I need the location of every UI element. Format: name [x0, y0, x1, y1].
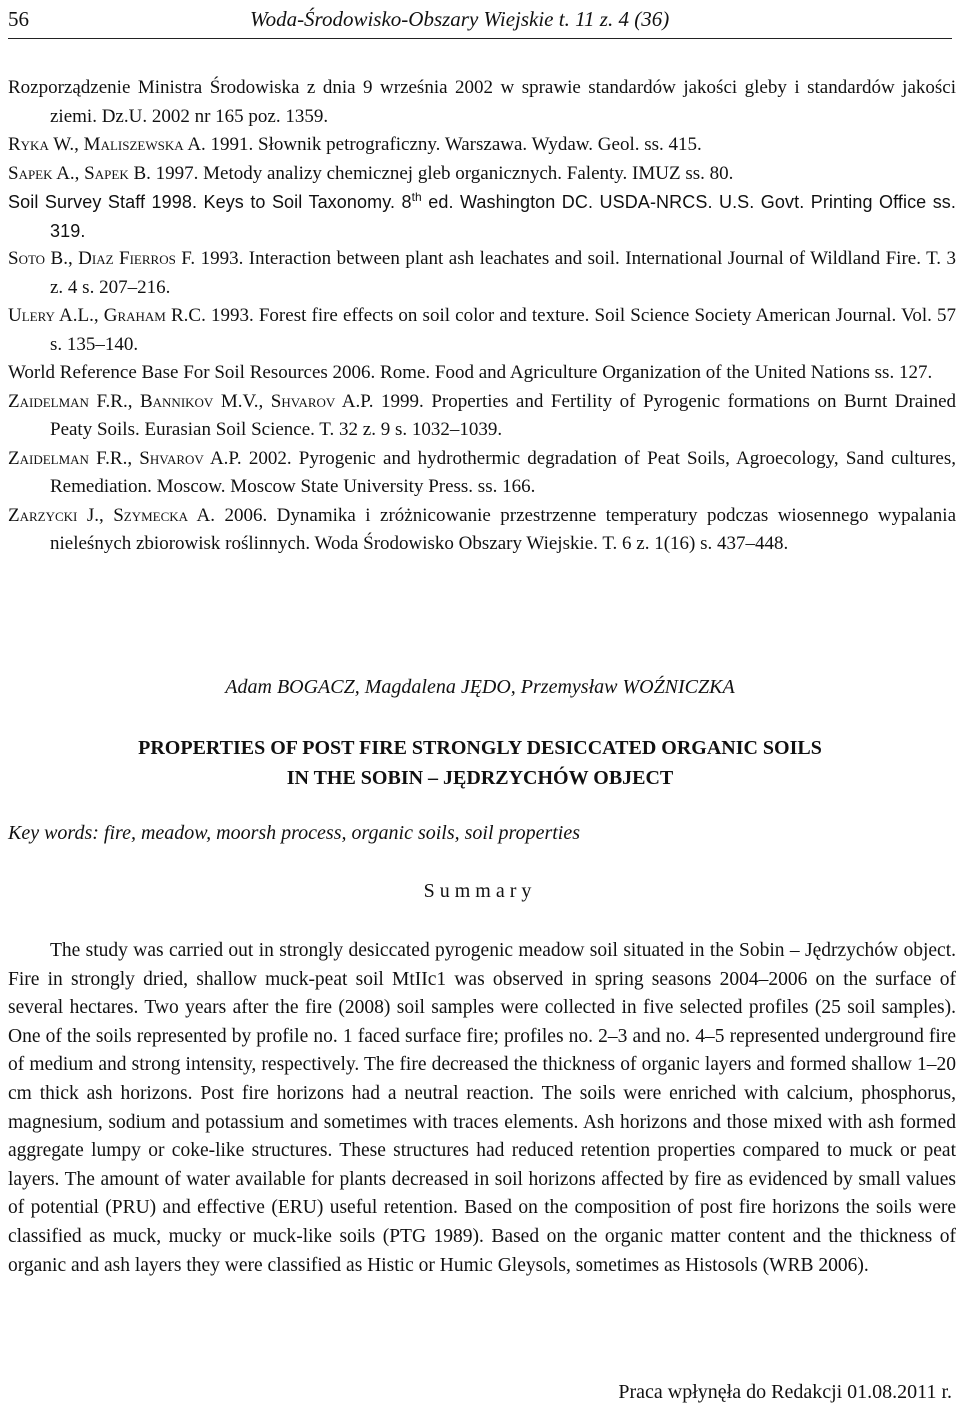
reference-item: Soto B., Diaz Fierros F. 1993. Interaction between plant ash leachates and soil. International Journal of Wildland Fire. T. 3 z. 4 s. 207–216. [8, 248, 957, 298]
article-title [0, 733, 960, 793]
article-title-line: PROPERTIES OF POST FIRE STRONGLY DESICCATED ORGANIC SOILS [138, 737, 822, 759]
reference-item: World Reference Base For Soil Resources 2006. Rome. Food and Agriculture Organization of the United Nations ss. 127. [8, 362, 933, 383]
reference-item: Zarzycki J., Szymecka A. 2006. Dynamika i zróżnicowanie przestrzenne temperatury podczas wiosennego wypalania nieleśnych zbiorowisk roślinnych. Woda Środowisko Obszary Wiejskie. T. 6 z. 1(16) s. 437–448. [8, 504, 957, 554]
reference-item: Ryka W., Maliszewska A. 1991. Słownik petrograficzny. Warszawa. Wydaw. Geol. ss. 415. [8, 134, 702, 155]
article-authors: Adam BOGACZ, Magdalena JĘDO, Przemysław WOŹNICZKA [225, 676, 735, 698]
reference-item: Rozporządzenie Ministra Środowiska z dnia 9 września 2002 w sprawie standardów jakości gleby i standardów jakości ziemi. Dz.U. 2002 nr 165 poz. 1359. [8, 77, 956, 127]
reference-list [8, 74, 956, 559]
reference-authors: Soto B., Diaz Fierros F. [8, 248, 196, 269]
journal-title: Woda-Środowisko-Obszary Wiejskie t. 11 z. 4 (36) [250, 7, 670, 31]
reference-authors: Zaidelman F.R., Shvarov A.P. [8, 447, 242, 469]
reference-item: Zaidelman F.R., Shvarov A.P. 2002. Pyrogenic and hydrothermic degradation of Peat Soils, Agroecology, Sand cultures, Remediation. Moscow. Moscow State University Press. ss. 166. [8, 447, 956, 497]
reference-authors: Zaidelman F.R., Bannikov M.V., Shvarov A.P. [8, 390, 374, 412]
reference-item: Soil Survey Staff 1998. Keys to Soil Taxonomy. 8th ed. Washington DC. USDA-NRCS. U.S. Govt. Printing Office ss. 319. [8, 190, 957, 241]
summary-paragraph: The study was carried out in strongly desiccated pyrogenic meadow soil situated in the Sobin – Jędrzychów object. Fire in strongly dried, shallow muck-peat soil MtIIc1 was observed in spring seasons 2004–2006 on the surface of several hectares. Two years after the fire (2008) soil samples were collected in five selected profiles (25 soil samples). One of the soils represented by profile no. 1 faced surface fire; profiles no. 2–3 and no. 4–5 represented underground fire of medium and strong intensity, respectively. The fire decreased the thickness of organic layers and formed shallow 1–20 cm thick ash horizons. Post fire horizons had a neutral reaction. The soils were enriched with calcium, phosphorus, magnesium, sodium and potassium and sometimes with traces elements. Ash horizons and those mixed with ash formed aggregate lumpy or coke-like structures. These structures had reduced retention properties compared to muck or peat layers. The amount of water available for plants decreased in soil horizons affected by fire as evidenced by small values of potential (PRU) and effective (ERU) useful retention. Based on the composition of post fire horizons the soils were classified as muck, mucky or muck-like soils (PTG 1989). Based on the organic matter content and the thickness of organic and ash layers they were classified as Histic or Humic Gleysols, sometimes as Histosols (WRB 2006). [8, 940, 956, 1276]
reference-authors: Sapek A., Sapek B. [8, 162, 151, 184]
reference-item: Zaidelman F.R., Bannikov M.V., Shvarov A.P. 1999. Properties and Fertility of Pyrogenic formations on Burnt Drained Peaty Soils. Eurasian Soil Science. T. 32 z. 9 s. 1032–1039. [8, 390, 956, 440]
reference-item: Ulery A.L., Graham R.C. 1993. Forest fire effects on soil color and texture. Soil Science Society American Journal. Vol. 57 s. 135–140. [8, 305, 957, 355]
keywords: Key words: fire, meadow, moorsh process, organic soils, soil properties [8, 822, 581, 844]
reference-authors: Zarzycki J., Szymecka A. [8, 504, 215, 526]
summary-heading: Summary [423, 880, 537, 902]
reference-authors: Ryka W., Maliszewska A. [8, 134, 206, 155]
running-header [8, 4, 952, 39]
received-date: Praca wpłynęła do Redakcji 01.08.2011 r. [618, 1381, 952, 1403]
reference-item: Sapek A., Sapek B. 1997. Metody analizy chemicznej gleb organicznych. Falenty. IMUZ ss. 80. [8, 162, 734, 184]
article-title-line: IN THE SOBIN – JĘDRZYCHÓW OBJECT [286, 767, 674, 789]
reference-authors: Ulery A.L., Graham R.C. [8, 305, 206, 326]
page-number: 56 [8, 7, 29, 31]
